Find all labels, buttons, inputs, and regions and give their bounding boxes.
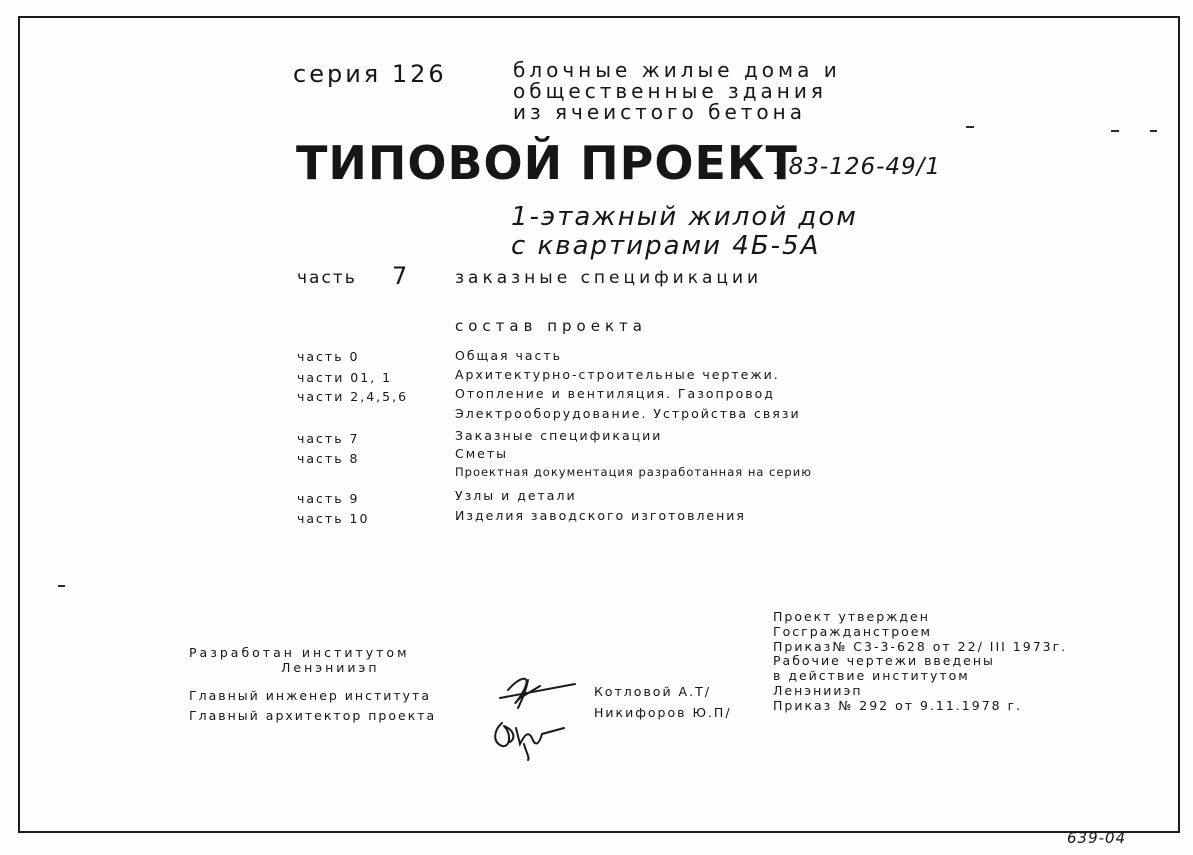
series-label: серия 126 bbox=[293, 60, 447, 88]
handwritten-signatures bbox=[480, 668, 600, 763]
chief-engineer-name: Котловой А.Т/ bbox=[594, 684, 711, 699]
part-label: часть bbox=[297, 268, 357, 288]
developer-institute bbox=[189, 645, 410, 675]
composition-name: Узлы и детали bbox=[455, 488, 577, 503]
approval-line: Приказ№ С3-3-628 от 22/ III 1973г. bbox=[773, 638, 1068, 654]
composition-name: Проектная документация разработанная на серию bbox=[455, 465, 812, 479]
composition-name: Сметы bbox=[455, 446, 508, 461]
part-number: 7 bbox=[392, 262, 408, 290]
approval-line: Ленэнииэп bbox=[773, 682, 863, 698]
stray-mark bbox=[966, 126, 974, 128]
composition-name: Отопление и вентиляция. Газопровод bbox=[455, 386, 775, 401]
series-title-line: блочные жилые дома и bbox=[513, 58, 841, 82]
approval-line: в действие институтом bbox=[773, 668, 970, 684]
composition-name: Архитектурно-строительные чертежи. bbox=[455, 367, 780, 382]
stray-mark bbox=[1150, 130, 1157, 132]
composition-name: Общая часть bbox=[455, 348, 563, 363]
composition-heading: состав проекта bbox=[455, 317, 647, 335]
developer-line: Разработан институтом bbox=[189, 645, 410, 660]
stray-mark bbox=[58, 585, 65, 587]
composition-part: части 01, 1 bbox=[297, 370, 393, 385]
chief-engineer-title: Главный инженер института bbox=[189, 688, 431, 703]
object-title-line: с квартирами 4Б-5А bbox=[511, 231, 821, 261]
approval-line: Проект утвержден bbox=[773, 609, 930, 624]
chief-architect-name: Никифоров Ю.П/ bbox=[594, 705, 732, 720]
composition-part: часть 9 bbox=[297, 491, 360, 506]
composition-name: Электрооборудование. Устройства связи bbox=[455, 406, 801, 421]
composition-part: часть 10 bbox=[297, 511, 370, 526]
approval-line: Приказ № 292 от 9.11.1978 г. bbox=[773, 697, 1023, 713]
stray-mark bbox=[1111, 130, 1119, 132]
composition-part: часть 8 bbox=[297, 451, 360, 466]
composition-part: части 2,4,5,6 bbox=[297, 389, 409, 404]
archive-stamp: 639-04 bbox=[1067, 829, 1127, 847]
composition-name: Изделия заводского изготовления bbox=[455, 508, 746, 523]
series-title-line: общественные здания bbox=[513, 79, 827, 103]
architect-signature-stroke bbox=[495, 723, 564, 746]
composition-name: Заказные спецификации bbox=[455, 428, 663, 443]
series-title bbox=[513, 60, 841, 123]
project-number: 183-126-49/1 bbox=[773, 154, 942, 180]
object-title bbox=[511, 203, 858, 261]
series-title-line: из ячеистого бетона bbox=[513, 100, 806, 124]
approval-line: Госгражданстроем bbox=[773, 623, 932, 639]
project-title: ТИПОВОЙ ПРОЕКТ bbox=[296, 136, 798, 190]
composition-part: часть 0 bbox=[297, 349, 360, 364]
approval-block bbox=[773, 610, 1067, 714]
developer-line: Ленэнииэп bbox=[281, 660, 380, 675]
part-name: заказные спецификации bbox=[455, 268, 763, 288]
approval-line: Рабочие чертежи введены bbox=[773, 653, 995, 669]
architect-signature-stroke bbox=[524, 744, 529, 760]
composition-part: часть 7 bbox=[297, 431, 360, 446]
object-title-line: 1-этажный жилой дом bbox=[511, 202, 858, 232]
chief-architect-title: Главный архитектор проекта bbox=[189, 708, 437, 723]
